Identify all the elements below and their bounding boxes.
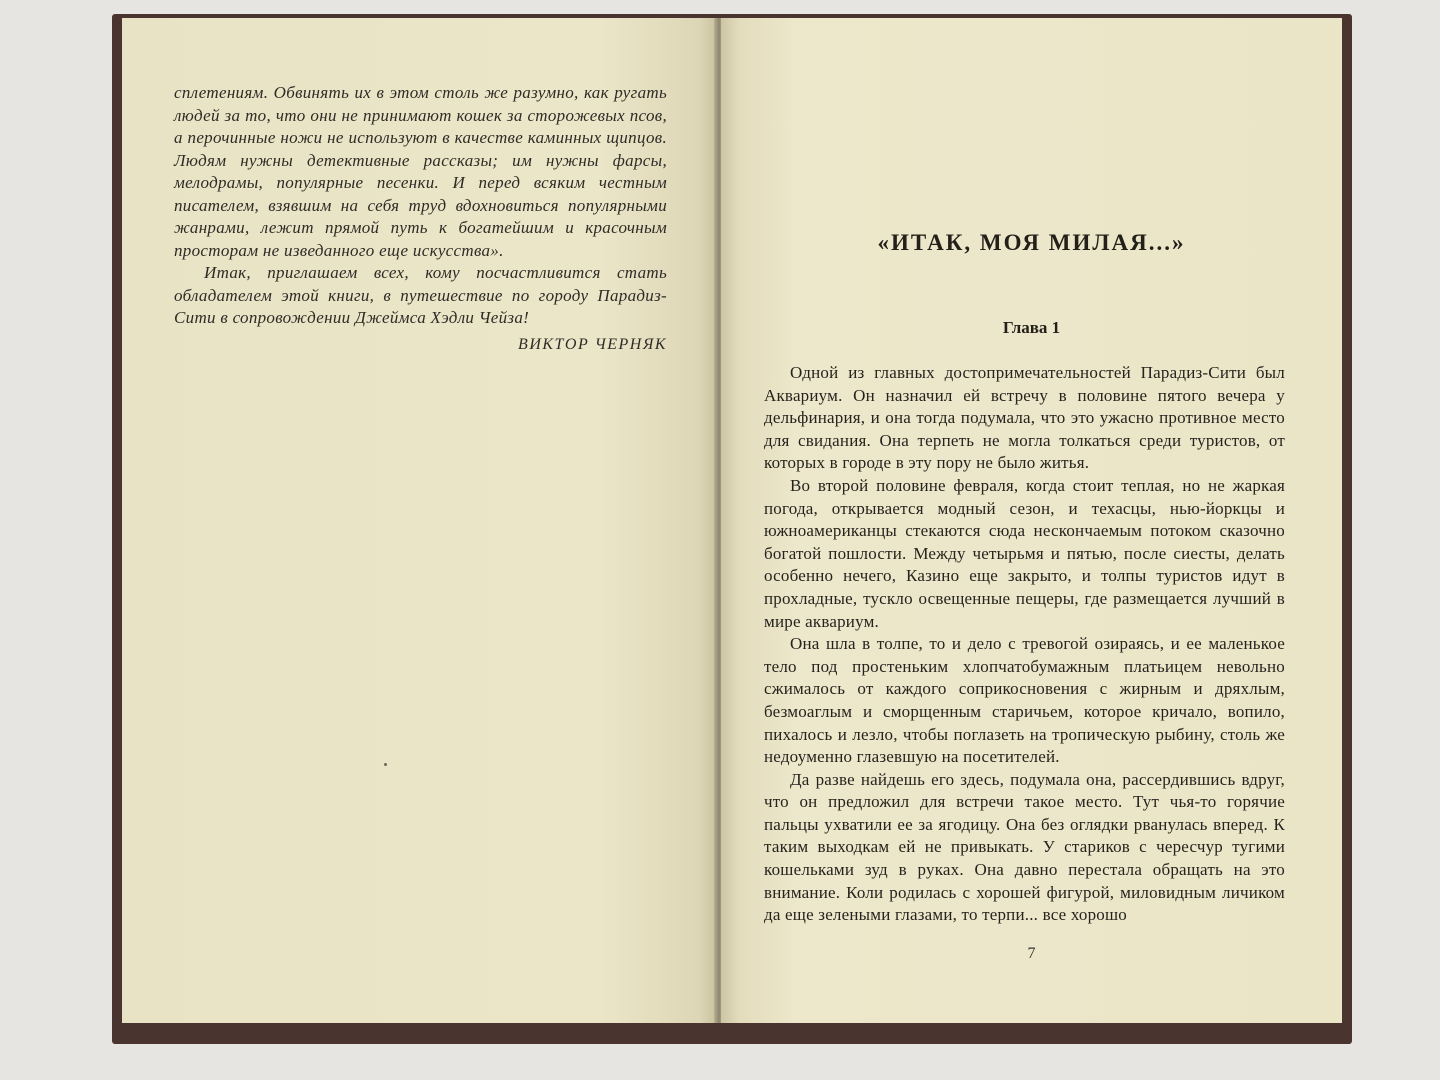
left-paragraph-1: сплетениям. Обвинять их в этом столь же разумно, как ругать людей за то, что они не принимают кошек за сторожевых псов, а перочинные ножи не используют в качестве каминных щипцов. Людям нужны детективные рассказы; им нужны фарсы, мелодрамы, популярные песенки. И перед всяким честным писателем, взявшим на себя труд вдохновиться популярными жанрами, лежит прямой путь к богатейшим и красочным просторам не изведанного еще искусства». xyxy=(174,83,667,260)
right-paragraph-3: Она шла в толпе, то и дело с тревогой озираясь, и ее маленькое тело под простеньким хлопчатобумажным платьицем невольно сжималось от каждого соприкосновения с жирным и дряхлым, безмоаглым и сморщенным старичьем, которое кричало, вопило, пихалось и лезло, чтобы поглазеть на тропическую рыбину, столь же недоуменно глазевшую на посетителей. xyxy=(764,634,1285,767)
left-page-text xyxy=(174,82,667,356)
left-page xyxy=(122,18,717,1023)
paper-speck xyxy=(384,763,387,766)
right-paragraph-4: Да разве найдешь его здесь, подумала она, рассердившись вдруг, что он предложил для встречи такое место. Тут чья-то горячие пальцы ухватили ее за ягодицу. Она без оглядки рванулась вперед. К таким выходкам ей не привыкать. У стариков с чересчур тугими кошельками зуд в руках. Она давно перестала обращать на это внимание. Коли родилась с хорошей фигурой, миловидным личиком да еще зелеными глазами, то терпи... все хорошо xyxy=(764,769,1285,925)
right-paragraph-1: Одной из главных достопримечательностей Парадиз-Сити был Аквариум. Он назначил ей встречу в половине пятого вечера у дельфинария, и она тогда подумала, что это ужасно противное место для свидания. Она терпеть не могла толкаться среди туристов, от которых в городе в эту пору не было житья. xyxy=(764,363,1285,473)
right-page-text xyxy=(764,362,1285,927)
author-signature: ВИКТОР ЧЕРНЯК xyxy=(518,335,667,353)
right-page xyxy=(721,18,1342,1023)
right-paragraph-2: Во второй половине февраля, когда стоит теплая, но не жаркая погода, открывается модный сезон, и техасцы, нью-йоркцы и южноамериканцы стекаются сюда нескончаемым потоком сказочно богатой пошлости. Между четырьмя и пятью, после сиесты, делать особенно нечего, Казино еще закрыто, и толпы туристов идут в прохладные, тускло освещенные пещеры, где размещается лучший в мире аквариум. xyxy=(764,475,1285,631)
left-paragraph-2: Итак, приглашаем всех, кому посчастливится стать обладателем этой книги, в путешествие по городу Парадиз-Сити в сопровождении Джеймса Хэдли Чейза! xyxy=(174,263,667,327)
chapter-number: Глава 1 xyxy=(1002,318,1061,337)
chapter-title: «ИТАК, МОЯ МИЛАЯ...» xyxy=(877,230,1186,255)
page-number: 7 xyxy=(1027,945,1036,962)
